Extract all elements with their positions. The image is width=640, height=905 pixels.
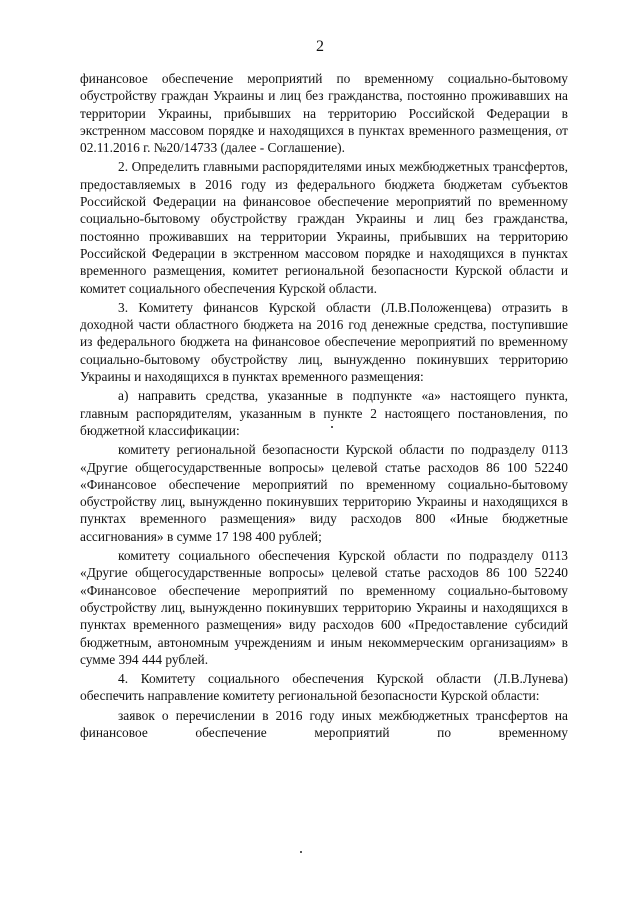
document-body <box>80 70 568 741</box>
paragraph-subitem-a: а) направить средства, указанные в подпункте «а» настоящего пункта, главным распорядителям, указанным в пункте 2 настоящего постановления, по бюджетной классификации: <box>80 388 568 438</box>
scan-speck <box>331 426 333 428</box>
scan-speck <box>300 851 302 853</box>
paragraph-applications: заявок о перечислении в 2016 году иных межбюджетных трансфертов на финансовое обеспечение мероприятий по временному <box>80 707 568 740</box>
paragraph-security-committee: комитету региональной безопасности Курской области по подразделу 0113 «Другие общегосударственные вопросы» целевой статье расходов 86 100 52240 «Финансовое обеспечение мероприятий по временному социально-бытовому обустройству лиц, вынужденно покинувших территорию Украины и находящихся в пунктах временного размещения» виду расходов 800 «Иные бюджетные ассигнования» в сумме 17 198 400 рублей; <box>80 442 568 544</box>
paragraph-agreement-continuation: финансовое обеспечение мероприятий по временному социально-бытовому обустройству граждан Украины и лиц без гражданства, постоянно проживавших на территории Украины, прибывших на территорию Российской Федерации в экстренном массовом порядке и находящихся в пунктах временного размещения, от 02.11.2016 г. №20/14733 (далее - Соглашение). <box>80 71 568 156</box>
paragraph-item-2: 2. Определить главными распорядителями иных межбюджетных трансфертов, предоставляемых в 2016 году из федерального бюджета бюджетам субъектов Российской Федерации на финансовое обеспечение мероприятий по временному социально-бытовому обустройству граждан Украины и лиц без гражданства, постоянно проживавших на территории Украины, прибывших на территорию Российской Федерации в экстренном массовом порядке и находящихся в пунктах временного размещения, комитет региональной безопасности Курской области и комитет социального обеспечения Курской области. <box>80 159 568 296</box>
paragraph-item-4: 4. Комитету социального обеспечения Курской области (Л.В.Лунева) обеспечить направление комитету региональной безопасности Курской области: <box>80 671 568 704</box>
paragraph-item-3: 3. Комитету финансов Курской области (Л.В.Положенцева) отразить в доходной части областного бюджета на 2016 год денежные средства, поступившие из федерального бюджета на финансовое обеспечение мероприятий по временному социально-бытовому обустройству лиц, вынужденно покинувших территорию Украины и находящихся в пунктах временного размещения: <box>80 299 568 385</box>
paragraph-social-committee: комитету социального обеспечения Курской области по подразделу 0113 «Другие общегосударственные вопросы» целевой статье расходов 86 100 52240 «Финансовое обеспечение мероприятий по временному социально-бытовому обустройству лиц, вынужденно покинувших территорию Украины и находящихся в пунктах временного размещения» виду расходов 600 «Предоставление субсидий бюджетным, автономным учреждениям и иным некоммерческим организациям» в сумме 394 444 рублей. <box>80 548 568 667</box>
page-number: 2 <box>316 38 324 55</box>
